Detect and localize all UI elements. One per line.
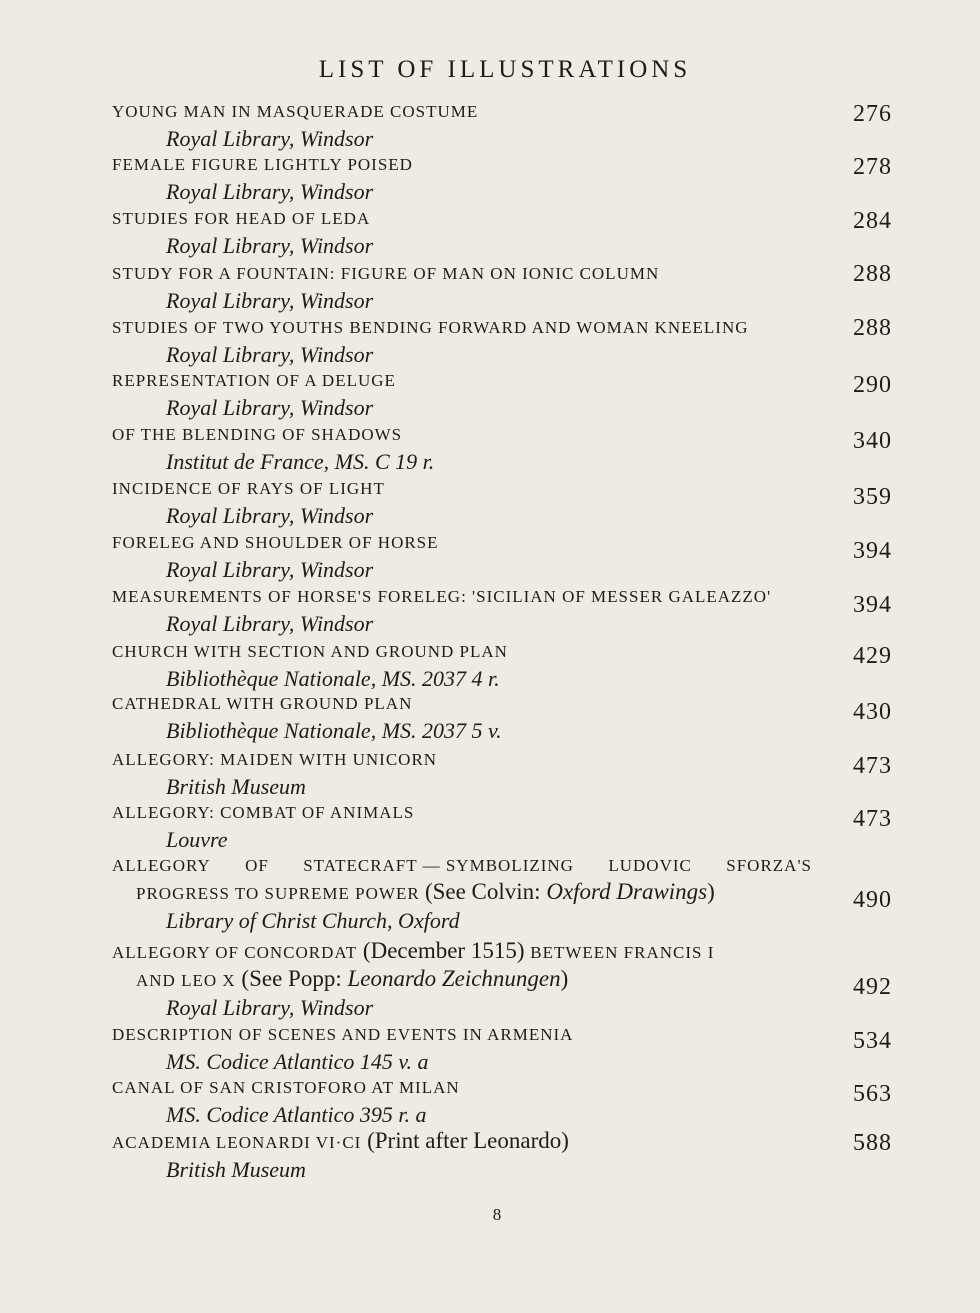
illustration-entry — [112, 315, 892, 368]
caption-word: LUDOVIC — [608, 856, 692, 875]
entry-page-number: 284 — [853, 208, 892, 234]
illustration-entry — [112, 1128, 892, 1183]
illustration-entry — [112, 584, 892, 637]
caption-note: (See Popp: Leonardo Zeichnungen) — [235, 966, 569, 991]
illustration-entry — [112, 938, 892, 1021]
illustration-entry — [112, 206, 892, 259]
caption-word: SFORZA'S — [726, 856, 812, 875]
entry-caption: FORELEG AND SHOULDER OF HORSE — [112, 533, 439, 552]
entry-location: Royal Library, Windsor — [166, 179, 374, 204]
caption-text: AND LEO X — [136, 971, 236, 990]
entry-location: MS. Codice Atlantico 395 r. a — [166, 1102, 427, 1127]
entry-location: Louvre — [166, 827, 228, 852]
entry-page-number: 288 — [853, 315, 892, 341]
caption-note-title: Oxford Drawings — [546, 879, 708, 904]
entry-caption: REPRESENTATION OF A DELUGE — [112, 371, 396, 390]
entry-page-number: 588 — [853, 1130, 892, 1156]
illustration-entry — [112, 422, 892, 475]
illustration-entry — [112, 639, 892, 692]
entry-page-number: 276 — [853, 101, 892, 127]
entry-page-number: 340 — [853, 428, 892, 454]
caption-word: OF — [245, 856, 269, 875]
entry-page-number: 278 — [853, 154, 892, 180]
illustration-entry — [112, 261, 892, 314]
entry-caption: ALLEGORY OF CONCORDAT (December 1515) BETWEEN FRANCIS I — [112, 938, 715, 963]
entry-caption-continued — [112, 879, 892, 907]
illustration-entry — [112, 368, 892, 421]
entry-caption: ALLEGORY: COMBAT OF ANIMALS — [112, 803, 415, 822]
illustration-entry — [112, 853, 892, 934]
entry-caption: DESCRIPTION OF SCENES AND EVENTS IN ARMENIA — [112, 1025, 574, 1044]
entry-location: Library of Christ Church, Oxford — [166, 908, 460, 933]
entry-caption: OF THE BLENDING OF SHADOWS — [112, 425, 403, 444]
entry-location: Bibliothèque Nationale, MS. 2037 5 v. — [166, 718, 502, 743]
illustration-entry — [112, 691, 892, 744]
entry-page-number: 490 — [853, 887, 892, 913]
folio-page-number: 8 — [492, 1205, 502, 1224]
entry-caption: MEASUREMENTS OF HORSE'S FORELEG: 'SICILIAN OF MESSER GALEAZZO' — [112, 587, 772, 606]
caption-word: STATECRAFT — SYMBOLIZING — [303, 856, 574, 875]
caption-text: PROGRESS TO SUPREME POWER — [136, 884, 420, 903]
illustration-entry — [112, 99, 892, 152]
entry-page-number: 492 — [853, 974, 892, 1000]
entry-caption: STUDIES OF TWO YOUTHS BENDING FORWARD AND WOMAN KNEELING — [112, 318, 749, 337]
entry-caption: INCIDENCE OF RAYS OF LIGHT — [112, 479, 385, 498]
entry-caption: CATHEDRAL WITH GROUND PLAN — [112, 694, 413, 713]
entry-location: Royal Library, Windsor — [166, 557, 374, 582]
illustration-entry — [112, 476, 892, 529]
caption-word: ALLEGORY — [112, 856, 211, 875]
entry-location: British Museum — [166, 1157, 306, 1182]
entry-page-number: 534 — [853, 1028, 892, 1054]
entry-location: Royal Library, Windsor — [166, 342, 374, 367]
entry-caption: YOUNG MAN IN MASQUERADE COSTUME — [112, 102, 479, 121]
entry-caption: STUDY FOR A FOUNTAIN: FIGURE OF MAN ON IONIC COLUMN — [112, 264, 660, 283]
entry-location: Institut de France, MS. C 19 r. — [166, 449, 435, 474]
entry-caption — [112, 853, 812, 879]
entry-caption-continued — [112, 966, 892, 994]
entry-page-number: 394 — [853, 592, 892, 618]
entry-location: Royal Library, Windsor — [166, 395, 374, 420]
entry-location: Royal Library, Windsor — [166, 288, 374, 313]
entry-location: Royal Library, Windsor — [166, 233, 374, 258]
illustration-entry — [112, 530, 892, 583]
caption-note: (See Colvin: Oxford Drawings) — [424, 879, 715, 904]
illustration-entry — [112, 747, 892, 800]
illustration-entry — [112, 1022, 892, 1075]
entry-caption: ACADEMIA LEONARDI VI·CI (Print after Leonardo) — [112, 1128, 569, 1153]
entry-caption: STUDIES FOR HEAD OF LEDA — [112, 209, 371, 228]
illustration-entry — [112, 1075, 892, 1128]
entry-caption: ALLEGORY: MAIDEN WITH UNICORN — [112, 750, 438, 769]
entry-location: Royal Library, Windsor — [166, 126, 374, 151]
entry-location: MS. Codice Atlantico 145 v. a — [166, 1049, 429, 1074]
entry-location: Royal Library, Windsor — [166, 503, 374, 528]
entry-page-number: 290 — [853, 372, 892, 398]
entry-page-number: 430 — [853, 699, 892, 725]
entry-page-number: 394 — [853, 538, 892, 564]
caption-note-title: Leonardo Zeichnungen — [347, 966, 561, 991]
entry-caption: CANAL OF SAN CRISTOFORO AT MILAN — [112, 1078, 460, 1097]
page-title: LIST OF ILLUSTRATIONS — [318, 56, 692, 83]
caption-note: (December 1515) — [357, 938, 531, 963]
illustration-entry — [112, 152, 892, 205]
entry-location: Royal Library, Windsor — [166, 995, 374, 1020]
entry-page-number: 563 — [853, 1081, 892, 1107]
entry-page-number: 473 — [853, 806, 892, 832]
entry-caption: CHURCH WITH SECTION AND GROUND PLAN — [112, 642, 508, 661]
entry-page-number: 359 — [853, 484, 892, 510]
entry-page-number: 473 — [853, 753, 892, 779]
entry-location: British Museum — [166, 774, 306, 799]
illustration-entry — [112, 800, 892, 853]
entry-page-number: 288 — [853, 261, 892, 287]
caption-note: (Print after Leonardo) — [361, 1128, 569, 1153]
entry-caption: FEMALE FIGURE LIGHTLY POISED — [112, 155, 413, 174]
entry-location: Bibliothèque Nationale, MS. 2037 4 r. — [166, 666, 500, 691]
entry-location: Royal Library, Windsor — [166, 611, 374, 636]
entry-page-number: 429 — [853, 643, 892, 669]
